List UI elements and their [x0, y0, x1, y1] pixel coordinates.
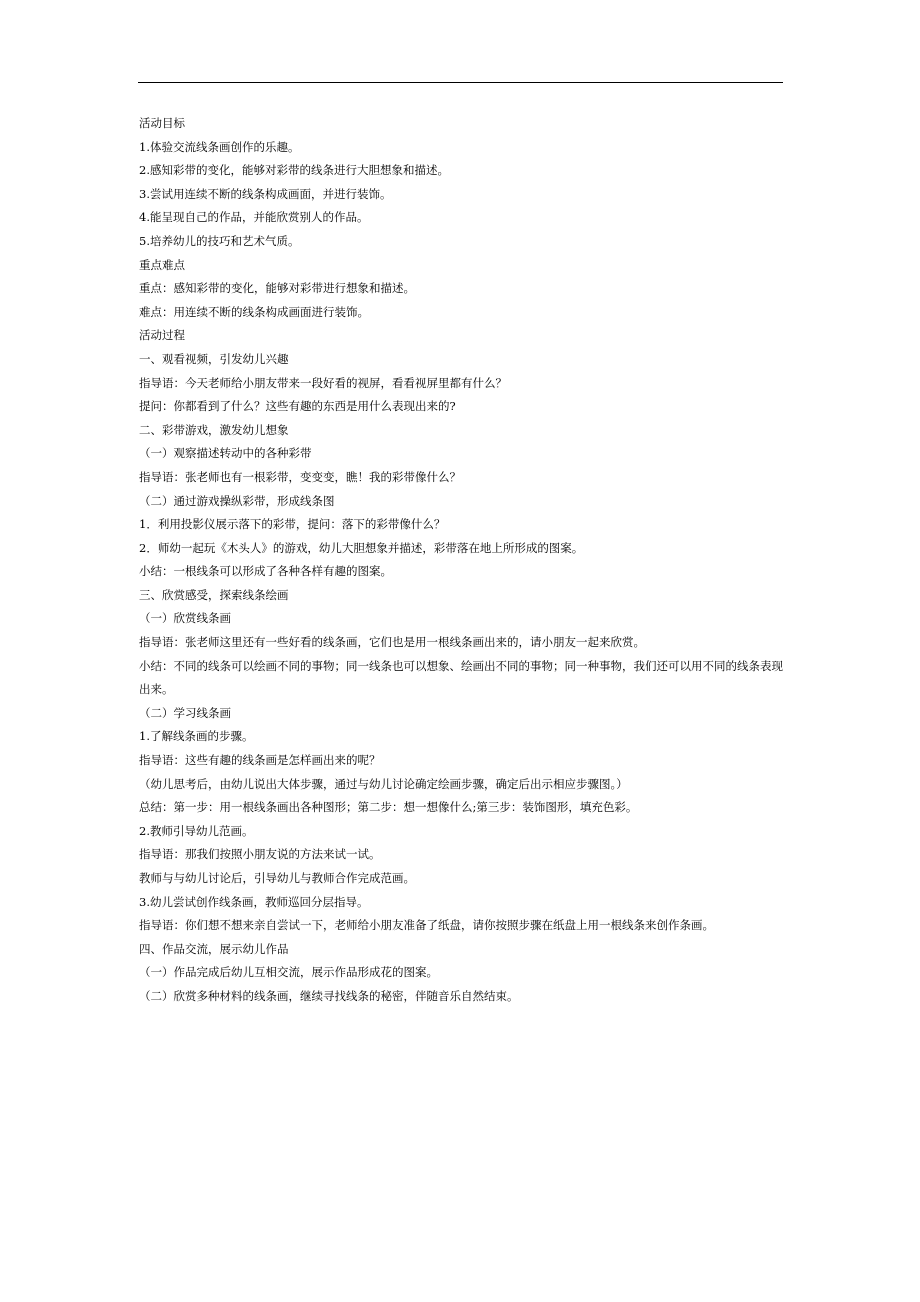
sub-heading: （二）通过游戏操纵彩带，形成线条图 [139, 493, 335, 508]
list-item: 1.了解线条画的步骤。 [139, 729, 254, 744]
goal-item-3: 3.尝试用连续不断的线条构成画面，并进行装饰。 [139, 186, 392, 201]
sub-heading: （二）欣赏多种材料的线条画，继续寻找线条的秘密，伴随音乐自然结束。 [139, 988, 519, 1003]
paragraph: 指导语：张老师也有一根彩带，变变变，瞧！我的彩带像什么？ [139, 469, 461, 484]
header-rule [138, 82, 783, 83]
sub-heading: （一）作品完成后幼儿互相交流，展示作品形成花的图案。 [139, 965, 438, 980]
document-body [139, 112, 789, 1009]
paragraph: 指导语：这些有趣的线条画是怎样画出来的呢？ [139, 753, 381, 768]
difficult-point: 难点：用连续不断的线条构成画面进行装饰。 [139, 304, 369, 319]
goal-item-5: 5.培养幼儿的技巧和艺术气质。 [139, 233, 300, 248]
paragraph: 指导语：今天老师给小朋友带来一段好看的视屏，看看视屏里都有什么？ [139, 375, 507, 390]
summary: 总结：第一步：用一根线条画出各种图形；第二步：想一想像什么;第三步：装饰图形，填充色彩。 [139, 800, 638, 815]
list-item: 1．利用投影仪展示落下的彩带，提问：落下的彩带像什么？ [139, 517, 446, 532]
section-heading-goals: 活动目标 [139, 116, 185, 130]
section-heading-process: 活动过程 [139, 328, 185, 343]
step-heading-3: 三、欣赏感受，探索线条绘画 [139, 587, 289, 602]
sub-heading: （二）学习线条画 [139, 705, 231, 720]
paragraph: 指导语：你们想不想来亲自尝试一下，老师给小朋友准备了纸盘，请你按照步骤在纸盘上用一根线条来创作条画。 [139, 918, 714, 933]
section-heading-key-points: 重点难点 [139, 257, 185, 272]
sub-heading: （一）观察描述转动中的各种彩带 [139, 446, 312, 461]
sub-heading: （一）欣赏线条画 [139, 611, 231, 626]
paragraph: 指导语：那我们按照小朋友说的方法来试一试。 [139, 847, 381, 862]
list-item: 2.教师引导幼儿范画。 [139, 823, 254, 838]
goal-item-1: 1.体验交流线条画创作的乐趣。 [139, 139, 300, 154]
paragraph: 提问：你都看到了什么？这些有趣的东西是用什么表现出来的? [139, 399, 456, 414]
step-heading-4: 四、作品交流，展示幼儿作品 [139, 941, 289, 956]
paragraph: 教师与与幼儿讨论后，引导幼儿与教师合作完成范画。 [139, 871, 415, 885]
paragraph: （幼儿思考后，由幼儿说出大体步骤，通过与幼儿讨论确定绘画步骤，确定后出示相应步骤图。） [139, 776, 628, 791]
step-heading-1: 一、观看视频，引发幼儿兴趣 [139, 351, 289, 366]
step-heading-2: 二、彩带游戏，激发幼儿想象 [139, 422, 289, 437]
goal-item-4: 4.能呈现自己的作品，并能欣赏别人的作品。 [139, 210, 369, 225]
list-item: 3.幼儿尝试创作线条画，教师巡回分层指导。 [139, 894, 369, 909]
goal-item-2: 2.感知彩带的变化，能够对彩带的线条进行大胆想象和描述。 [139, 163, 449, 178]
key-point: 重点：感知彩带的变化，能够对彩带进行想象和描述。 [139, 281, 415, 296]
summary: 小结：一根线条可以形成了各种各样有趣的图案。 [139, 564, 392, 579]
list-item: 2．师幼一起玩《木头人》的游戏，幼儿大胆想象并描述，彩带落在地上所形成的图案。 [139, 540, 584, 555]
summary: 小结：不同的线条可以绘画不同的事物；同一线条也可以想象、绘画出不同的事物；同一种事物，我们还可以用不同的线条表现出来。 [139, 658, 783, 697]
paragraph: 指导语：张老师这里还有一些好看的线条画，它们也是用一根线条画出来的，请小朋友一起来欣赏。 [139, 635, 645, 650]
